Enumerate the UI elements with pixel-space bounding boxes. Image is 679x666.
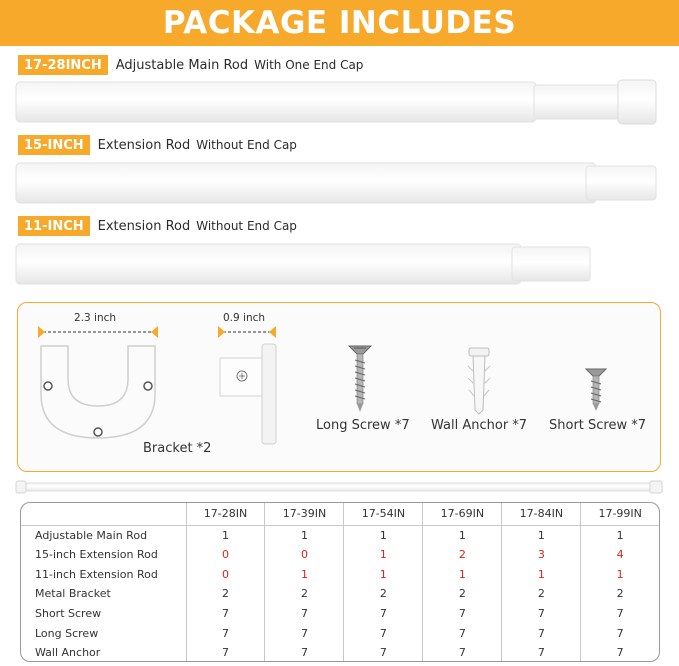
rod-name: Adjustable Main Rod	[115, 57, 249, 73]
row-label: 15-inch Extension Rod	[35, 548, 158, 562]
table-cell: 2	[502, 584, 581, 604]
short-screw-label: Short Screw *7	[549, 418, 647, 433]
bracket-front-image	[33, 324, 163, 444]
rod-label-15	[18, 135, 297, 155]
table-cell: 7	[502, 623, 581, 643]
long-screw-icon	[346, 342, 374, 414]
table-row	[21, 623, 659, 643]
row-label: 11-inch Extension Rod	[35, 567, 158, 581]
bracket-width-label: 2.3 inch	[74, 312, 117, 324]
table-cell: 7	[344, 623, 423, 643]
table-cell: 7	[502, 643, 581, 662]
table-cell: 7	[581, 643, 659, 662]
table-cell: 1	[581, 525, 659, 545]
table-cell: 1	[423, 525, 502, 545]
wall-anchor-icon	[464, 346, 494, 416]
table-row	[21, 604, 659, 624]
table-cell: 2	[186, 584, 265, 604]
bracket-side-image	[214, 324, 280, 448]
table-cell: 2	[423, 584, 502, 604]
rod-label-11	[18, 216, 297, 236]
page-title: PACKAGE INCLUDES	[162, 5, 517, 41]
table-cell: 1	[344, 564, 423, 584]
column-header: 17-28IN	[186, 503, 265, 525]
table-cell: 7	[265, 643, 344, 662]
row-label: Adjustable Main Rod	[35, 528, 148, 542]
rod-note: With One End Cap	[254, 58, 364, 72]
table-cell: 4	[581, 545, 659, 565]
main-rod-image	[14, 78, 659, 126]
table-cell: 1	[423, 564, 502, 584]
column-header	[21, 503, 186, 525]
table-cell: 7	[423, 643, 502, 662]
short-screw-icon	[584, 366, 608, 412]
table-cell: 1	[502, 564, 581, 584]
table-cell: 1	[344, 545, 423, 565]
size-comparison-table	[20, 502, 660, 662]
table-cell: 3	[502, 545, 581, 565]
table-cell: 7	[423, 623, 502, 643]
assembled-rod-image	[14, 479, 664, 495]
table-cell: 1	[186, 525, 265, 545]
table-cell: 1	[581, 564, 659, 584]
table-cell: 2	[344, 584, 423, 604]
table-cell: 7	[265, 604, 344, 624]
table-header-row	[21, 503, 659, 525]
table-row	[21, 545, 659, 565]
rod-name: Extension Rod	[97, 137, 191, 153]
row-label: Short Screw	[35, 607, 102, 621]
length-badge: 17-28INCH	[18, 55, 108, 75]
table-row	[21, 584, 659, 604]
bracket-label: Bracket *2	[143, 441, 212, 456]
table-cell: 0	[186, 545, 265, 565]
table-row	[21, 525, 659, 545]
length-badge: 11-INCH	[18, 216, 90, 236]
rod-note: Without End Cap	[196, 138, 297, 152]
column-header: 17-99IN	[581, 503, 659, 525]
table-cell: 2	[423, 545, 502, 565]
table-row	[21, 564, 659, 584]
column-header: 17-39IN	[265, 503, 344, 525]
bracket-depth-label: 0.9 inch	[223, 312, 266, 324]
table-cell: 0	[186, 564, 265, 584]
table-cell: 7	[186, 643, 265, 662]
wall-anchor-label: Wall Anchor *7	[431, 418, 528, 433]
table-cell: 7	[344, 604, 423, 624]
table-cell: 7	[581, 604, 659, 624]
table-cell: 7	[186, 623, 265, 643]
table-cell: 1	[265, 564, 344, 584]
table-cell: 7	[502, 604, 581, 624]
table-row	[21, 643, 659, 662]
table-cell: 7	[186, 604, 265, 624]
row-label: Wall Anchor	[35, 646, 101, 660]
table-cell: 7	[423, 604, 502, 624]
long-screw-label: Long Screw *7	[316, 418, 410, 433]
extension-rod-11-image	[14, 241, 604, 287]
table-cell: 7	[265, 623, 344, 643]
column-header: 17-69IN	[423, 503, 502, 525]
table-cell: 1	[344, 525, 423, 545]
table-cell: 7	[344, 643, 423, 662]
table-cell: 1	[502, 525, 581, 545]
column-header: 17-54IN	[344, 503, 423, 525]
extension-rod-15-image	[14, 160, 659, 206]
rod-note: Without End Cap	[196, 219, 297, 233]
table-cell: 1	[265, 525, 344, 545]
length-badge: 15-INCH	[18, 135, 90, 155]
header-banner	[0, 0, 679, 46]
rod-name: Extension Rod	[97, 218, 191, 234]
table-cell: 2	[581, 584, 659, 604]
table-cell: 0	[265, 545, 344, 565]
rod-label-main	[18, 55, 363, 75]
column-header: 17-84IN	[502, 503, 581, 525]
table-cell: 7	[581, 623, 659, 643]
row-label: Metal Bracket	[35, 587, 111, 601]
table-cell: 2	[265, 584, 344, 604]
row-label: Long Screw	[35, 626, 99, 640]
